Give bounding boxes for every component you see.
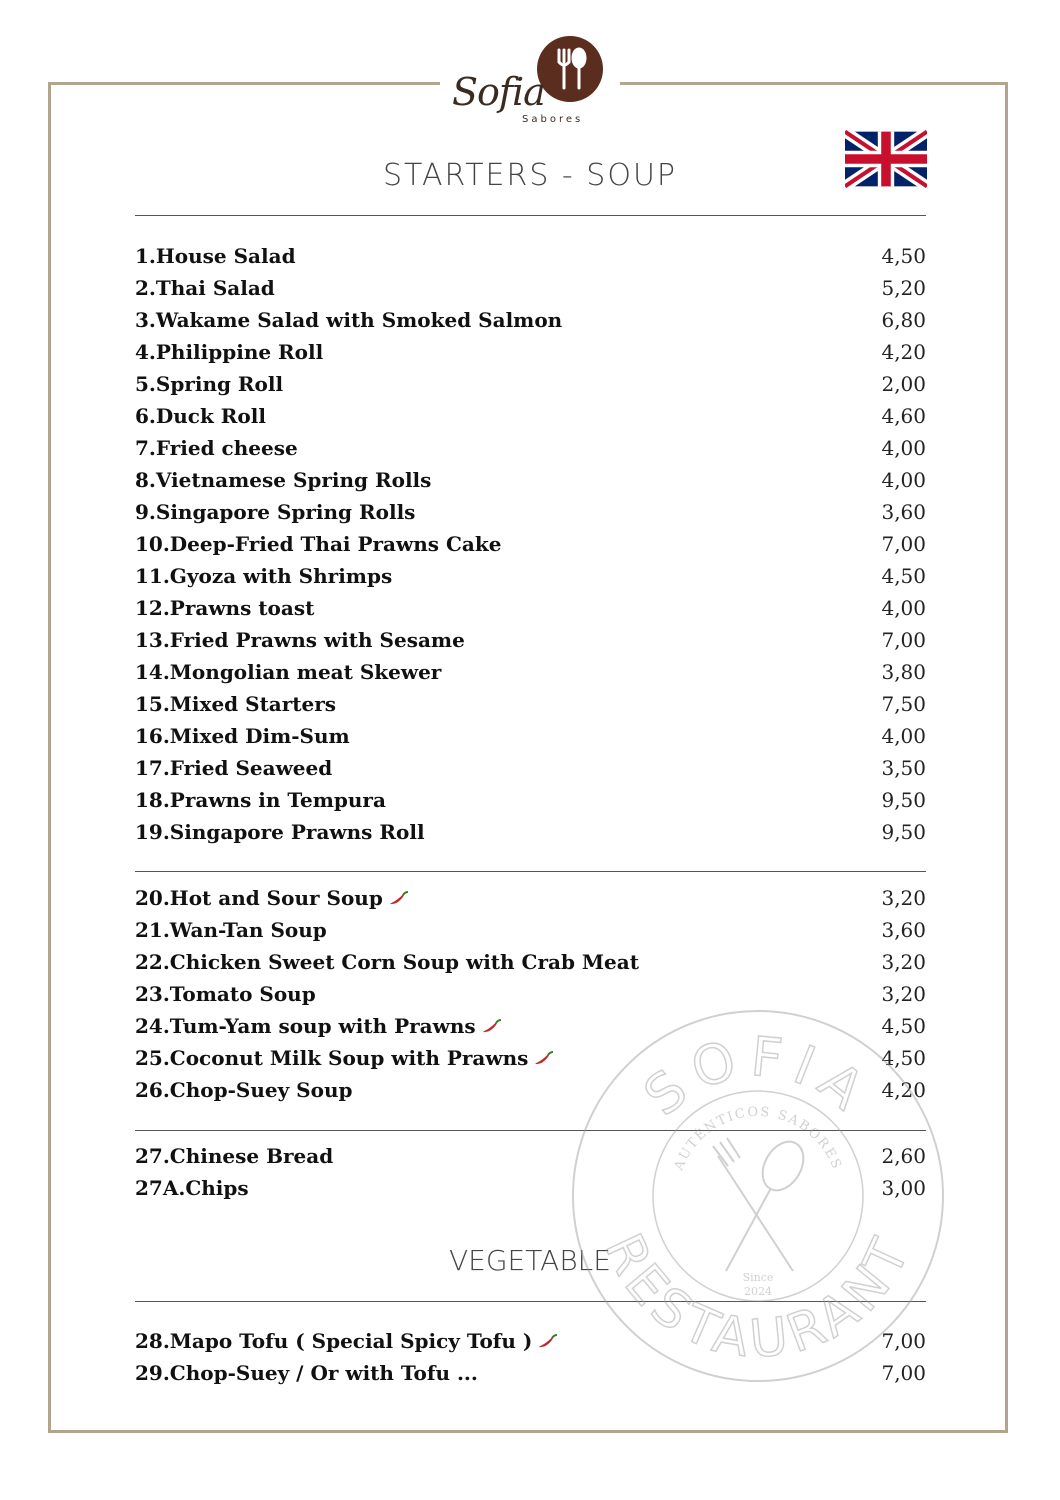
menu-item bbox=[135, 240, 926, 272]
menu-item-name bbox=[135, 918, 327, 942]
menu-item-price: 9,50 bbox=[881, 788, 926, 812]
menu-item bbox=[135, 914, 926, 946]
menu-item-name bbox=[135, 500, 415, 524]
menu-item-name bbox=[135, 982, 316, 1006]
menu-item bbox=[135, 560, 926, 592]
cutlery-icon bbox=[537, 36, 603, 102]
menu-item bbox=[135, 946, 926, 978]
menu-item bbox=[135, 592, 926, 624]
menu-item-name-text: 28.Mapo Tofu ( Special Spicy Tofu ) bbox=[135, 1329, 533, 1353]
menu-item-name-text: 27A.Chips bbox=[135, 1176, 249, 1200]
menu-item-name-text: 19.Singapore Prawns Roll bbox=[135, 820, 425, 844]
menu-item bbox=[135, 336, 926, 368]
menu-item-price: 7,00 bbox=[881, 532, 926, 556]
menu-item-price: 5,20 bbox=[881, 276, 926, 300]
chili-pepper-icon bbox=[387, 891, 409, 907]
menu-item-name bbox=[135, 1176, 249, 1200]
stamp-top-text: SOFIA bbox=[632, 1024, 884, 1128]
menu-item-price: 3,20 bbox=[881, 950, 926, 974]
menu-item-name bbox=[135, 1144, 333, 1168]
starters-list bbox=[135, 240, 926, 848]
chili-pepper-icon bbox=[480, 1019, 502, 1035]
menu-item-name-text: 3.Wakame Salad with Smoked Salmon bbox=[135, 308, 563, 332]
menu-item bbox=[135, 752, 926, 784]
menu-item-name bbox=[135, 276, 275, 300]
menu-item-name-text: 4.Philippine Roll bbox=[135, 340, 324, 364]
menu-item-name bbox=[135, 886, 409, 910]
menu-item bbox=[135, 624, 926, 656]
menu-item-name bbox=[135, 596, 314, 620]
menu-item-price: 7,00 bbox=[881, 628, 926, 652]
menu-item-name-text: 27.Chinese Bread bbox=[135, 1144, 334, 1168]
uk-flag-icon[interactable] bbox=[845, 130, 927, 188]
section-title-vegetable: VEGETABLE bbox=[449, 1244, 611, 1277]
menu-item-name-text: 9.Singapore Spring Rolls bbox=[135, 500, 416, 524]
menu-item-name-text: 7.Fried cheese bbox=[135, 436, 298, 460]
menu-item-name-text: 1.House Salad bbox=[135, 244, 296, 268]
menu-item-name-text: 18.Prawns in Tempura bbox=[135, 788, 386, 812]
menu-item-price: 3,50 bbox=[881, 756, 926, 780]
menu-item bbox=[135, 496, 926, 528]
menu-item-name-text: 21.Wan-Tan Soup bbox=[135, 918, 327, 942]
menu-item-price: 4,00 bbox=[881, 596, 926, 620]
menu-item-name-text: 13.Fried Prawns with Sesame bbox=[135, 628, 465, 652]
menu-item-name bbox=[135, 756, 332, 780]
menu-item-price: 2,60 bbox=[881, 1144, 926, 1168]
menu-item-name-text: 17.Fried Seaweed bbox=[135, 756, 333, 780]
menu-item-name-text: 14.Mongolian meat Skewer bbox=[135, 660, 442, 684]
menu-item-price: 3,00 bbox=[881, 1176, 926, 1200]
menu-item-name-text: 12.Prawns toast bbox=[135, 596, 315, 620]
menu-item-price: 6,80 bbox=[881, 308, 926, 332]
menu-item-name-text: 5.Spring Roll bbox=[135, 372, 284, 396]
menu-item-name bbox=[135, 404, 266, 428]
menu-item-name bbox=[135, 244, 296, 268]
menu-item-price: 4,20 bbox=[881, 340, 926, 364]
logo-subtitle: Sabores bbox=[522, 114, 584, 125]
menu-item bbox=[135, 656, 926, 688]
menu-item-name bbox=[135, 1361, 478, 1385]
menu-item-name bbox=[135, 820, 425, 844]
svg-text:AUTÉNTICOS SABORES bbox=[671, 1105, 844, 1174]
menu-item bbox=[135, 304, 926, 336]
menu-item-name bbox=[135, 468, 431, 492]
menu-item bbox=[135, 528, 926, 560]
menu-item-name-text: 23.Tomato Soup bbox=[135, 982, 316, 1006]
divider bbox=[135, 215, 926, 216]
menu-item-name-text: 22.Chicken Sweet Corn Soup with Crab Meat bbox=[135, 950, 639, 974]
menu-item-name bbox=[135, 1046, 554, 1070]
menu-item-price: 4,00 bbox=[881, 724, 926, 748]
menu-item bbox=[135, 720, 926, 752]
menu-item-price: 3,80 bbox=[881, 660, 926, 684]
menu-item bbox=[135, 432, 926, 464]
restaurant-logo bbox=[440, 30, 620, 130]
stamp-since: Since bbox=[742, 1271, 774, 1284]
menu-item-price: 4,00 bbox=[881, 436, 926, 460]
menu-item-name-text: 11.Gyoza with Shrimps bbox=[135, 564, 393, 588]
chili-pepper-icon bbox=[532, 1051, 554, 1067]
menu-item-price: 3,60 bbox=[881, 500, 926, 524]
menu-item-name bbox=[135, 532, 501, 556]
stamp-bottom-text: RESTAURANT bbox=[592, 1225, 924, 1371]
section-title-starters: STARTERS - SOUP bbox=[383, 158, 677, 193]
menu-item bbox=[135, 464, 926, 496]
menu-item-name bbox=[135, 308, 562, 332]
menu-item bbox=[135, 816, 926, 848]
menu-item-name-text: 2.Thai Salad bbox=[135, 276, 275, 300]
menu-item-price: 4,20 bbox=[881, 1078, 926, 1102]
menu-item-name-text: 24.Tum-Yam soup with Prawns bbox=[135, 1014, 476, 1038]
menu-item-name bbox=[135, 724, 350, 748]
menu-item-name bbox=[135, 692, 336, 716]
menu-item-name-text: 26.Chop-Suey Soup bbox=[135, 1078, 353, 1102]
menu-item-price: 4,50 bbox=[881, 1046, 926, 1070]
menu-item-name-text: 15.Mixed Starters bbox=[135, 692, 337, 716]
menu-item-price: 3,20 bbox=[881, 982, 926, 1006]
menu-item-name bbox=[135, 1014, 502, 1038]
menu-item-name bbox=[135, 660, 441, 684]
menu-item-price: 4,60 bbox=[881, 404, 926, 428]
logo-script-text: Sofia bbox=[452, 70, 545, 114]
menu-item bbox=[135, 272, 926, 304]
menu-item-price: 4,00 bbox=[881, 468, 926, 492]
menu-item-name-text: 25.Coconut Milk Soup with Prawns bbox=[135, 1046, 529, 1070]
menu-item-price: 3,60 bbox=[881, 918, 926, 942]
menu-item-price: 9,50 bbox=[881, 820, 926, 844]
stamp-year: 2024 bbox=[744, 1285, 772, 1298]
menu-item-price: 3,20 bbox=[881, 886, 926, 910]
divider bbox=[135, 871, 926, 872]
menu-item-name bbox=[135, 436, 298, 460]
menu-item-name-text: 16.Mixed Dim-Sum bbox=[135, 724, 350, 748]
menu-item bbox=[135, 882, 926, 914]
menu-item-price: 2,00 bbox=[881, 372, 926, 396]
menu-item-name-text: 8.Vietnamese Spring Rolls bbox=[135, 468, 432, 492]
menu-item-price: 7,00 bbox=[881, 1361, 926, 1385]
menu-item-name bbox=[135, 628, 465, 652]
menu-item-price: 7,00 bbox=[881, 1329, 926, 1353]
menu-item bbox=[135, 368, 926, 400]
menu-item-price: 4,50 bbox=[881, 1014, 926, 1038]
menu-item-name bbox=[135, 340, 323, 364]
menu-item-name bbox=[135, 564, 392, 588]
menu-item-price: 7,50 bbox=[881, 692, 926, 716]
menu-item bbox=[135, 400, 926, 432]
stamp-middle-text: AUTÉNTICOS SABORES bbox=[671, 1104, 845, 1173]
menu-item-name-text: 10.Deep-Fried Thai Prawns Cake bbox=[135, 532, 502, 556]
menu-item-name bbox=[135, 950, 639, 974]
menu-item bbox=[135, 688, 926, 720]
menu-item-name-text: 20.Hot and Sour Soup bbox=[135, 886, 383, 910]
restaurant-stamp-watermark bbox=[568, 1006, 948, 1386]
menu-item-name bbox=[135, 788, 386, 812]
menu-item-name bbox=[135, 372, 283, 396]
menu-item-price: 4,50 bbox=[881, 244, 926, 268]
menu-item-name-text: 29.Chop-Suey / Or with Tofu ... bbox=[135, 1361, 478, 1385]
menu-item bbox=[135, 784, 926, 816]
menu-item-price: 4,50 bbox=[881, 564, 926, 588]
menu-item-name-text: 6.Duck Roll bbox=[135, 404, 266, 428]
menu-item-name bbox=[135, 1078, 352, 1102]
chili-pepper-icon bbox=[536, 1334, 558, 1350]
menu-item-name bbox=[135, 1329, 558, 1353]
